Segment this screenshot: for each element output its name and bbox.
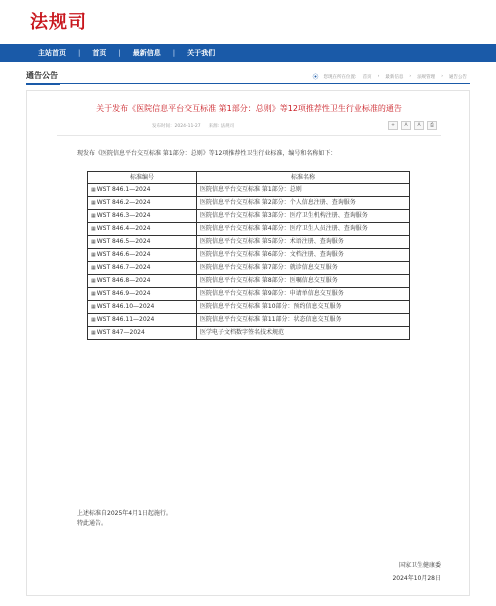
nav-item-about[interactable]: 关于我们: [187, 49, 216, 57]
article-meta: [152, 123, 234, 129]
font-decrease-button[interactable]: A: [414, 121, 424, 130]
standard-code[interactable]: WST 846.8—2024: [96, 277, 151, 284]
nav-item-latest[interactable]: 最新信息: [132, 49, 161, 57]
standard-code[interactable]: WST 846.2—2024: [96, 199, 151, 206]
standard-code[interactable]: WST 846.9—2024: [96, 290, 151, 297]
document-icon: ▦: [91, 265, 96, 271]
table-row: [88, 236, 410, 249]
document-icon: ▦: [91, 330, 96, 336]
article-panel: [26, 90, 470, 596]
standard-name: 医院信息平台交互标准 第9部分：申请单信息交互服务: [197, 288, 410, 301]
publish-date: 发布时间：2024-11-27: [152, 124, 201, 129]
standard-code[interactable]: WST 846.10—2024: [96, 303, 155, 310]
document-icon: ▦: [91, 304, 96, 310]
standard-name: 医院信息平台交互标准 第10部分：预约信息交互服务: [197, 301, 410, 314]
table-row: [88, 249, 410, 262]
standard-name: 医院信息平台交互标准 第8部分：医嘱信息交互服务: [197, 275, 410, 288]
table-row: [88, 197, 410, 210]
table-row: [88, 223, 410, 236]
font-size-button[interactable]: A: [401, 121, 411, 130]
section-header: [26, 70, 470, 84]
standard-name: 医院信息平台交互标准 第1部分：总则: [197, 184, 410, 197]
document-icon: ▦: [91, 226, 96, 232]
location-pin-icon: ⦿: [312, 74, 319, 81]
article-source: 来源: 法规司: [208, 124, 235, 129]
document-icon: ▦: [91, 200, 96, 206]
table-header-row: [88, 172, 410, 184]
article-intro: 现发布《医院信息平台交互标准 第1部分：总则》等12项推荐性卫生行业标准，编号和名称如下：: [77, 150, 337, 157]
nav-separator: |: [118, 49, 121, 57]
table-row: [88, 327, 410, 340]
standard-code-cell[interactable]: [88, 275, 197, 288]
table-row: [88, 210, 410, 223]
nav-separator: |: [78, 49, 81, 57]
document-icon: ▦: [91, 213, 96, 219]
signature-block: [392, 559, 441, 585]
section-title-underline: [26, 83, 60, 85]
standard-code[interactable]: WST 846.4—2024: [96, 225, 151, 232]
standard-code-cell[interactable]: [88, 223, 197, 236]
header-standard-code: 标准编号: [88, 172, 197, 184]
divider: [57, 135, 441, 136]
font-increase-button[interactable]: +: [388, 121, 398, 130]
nav-item-home-site[interactable]: 主站首页: [38, 49, 66, 57]
standard-code-cell[interactable]: [88, 197, 197, 210]
standard-name: 医院信息平台交互标准 第4部分：医疗卫生人员注册、查询服务: [197, 223, 410, 236]
document-icon: ▦: [91, 317, 96, 323]
standard-name: 医院信息平台交互标准 第5部分：术语注册、查询服务: [197, 236, 410, 249]
table-row: [88, 262, 410, 275]
document-icon: ▦: [91, 278, 96, 284]
standard-code-cell[interactable]: [88, 327, 197, 340]
table-row: [88, 288, 410, 301]
breadcrumb-chevron-icon: ›: [441, 74, 443, 79]
print-button[interactable]: [427, 121, 437, 130]
breadcrumb-latest[interactable]: 最新信息: [385, 74, 404, 80]
standard-code-cell[interactable]: [88, 184, 197, 197]
standards-table-body: [88, 184, 410, 340]
effective-date-text: 上述标准自2025年4月1日起施行。: [77, 510, 172, 517]
standard-name: 医学电子文档数字签名技术规范: [197, 327, 410, 340]
breadcrumb-regulation[interactable]: 法规管理: [417, 74, 436, 80]
header-standard-name: 标准名称: [197, 172, 410, 184]
standard-name: 医院信息平台交互标准 第6部分：文档注册、查询服务: [197, 249, 410, 262]
table-row: [88, 184, 410, 197]
table-row: [88, 301, 410, 314]
standard-code-cell[interactable]: [88, 262, 197, 275]
standard-code-cell[interactable]: [88, 314, 197, 327]
standard-code[interactable]: WST 846.3—2024: [96, 212, 151, 219]
document-icon: ▦: [91, 187, 96, 193]
breadcrumb-prefix: 您现在所在位置:: [323, 74, 357, 80]
article-title: 关于发布《医院信息平台交互标准 第1部分：总则》等12项推荐性卫生行业标准的通告: [96, 104, 402, 113]
standard-code-cell[interactable]: [88, 236, 197, 249]
table-row: [88, 275, 410, 288]
standard-code[interactable]: WST 846.11—2024: [96, 316, 155, 323]
site-logo[interactable]: 法规司: [30, 12, 87, 33]
document-icon: ▦: [91, 291, 96, 297]
section-title: 通告公告: [26, 71, 58, 80]
breadcrumb-chevron-icon: ›: [409, 74, 412, 79]
breadcrumb-home[interactable]: 首页: [362, 74, 372, 80]
document-icon: ▦: [91, 252, 96, 258]
standard-code[interactable]: WST 846.7—2024: [96, 264, 151, 271]
standard-name: 医院信息平台交互标准 第11部分：状态信息交互服务: [197, 314, 410, 327]
table-row: [88, 314, 410, 327]
main-nav: [0, 44, 496, 62]
standard-name: 医院信息平台交互标准 第3部分：医疗卫生机构注册、查询服务: [197, 210, 410, 223]
print-icon: ⎙: [430, 123, 434, 128]
standard-code-cell[interactable]: [88, 210, 197, 223]
closing-text: 特此通告。: [77, 520, 108, 527]
standard-code[interactable]: WST 846.5—2024: [96, 238, 151, 245]
document-icon: ▦: [91, 239, 96, 245]
standard-code-cell[interactable]: [88, 249, 197, 262]
standard-name: 医院信息平台交互标准 第2部分：个人信息注册、查询服务: [197, 197, 410, 210]
standard-code-cell[interactable]: [88, 301, 197, 314]
article-tools: [388, 121, 437, 130]
standards-table: [87, 171, 410, 340]
nav-separator: |: [172, 49, 176, 57]
nav-items: [26, 44, 227, 62]
breadcrumb-notice[interactable]: 通告公告: [449, 74, 467, 80]
breadcrumb: [313, 72, 470, 81]
standard-code[interactable]: WST 847—2024: [96, 329, 145, 336]
article-closing: [65, 509, 437, 529]
standard-code[interactable]: WST 846.1—2024: [96, 186, 151, 193]
standard-name: 医院信息平台交互标准 第7部分：就诊信息交互服务: [197, 262, 410, 275]
breadcrumb-chevron-icon: ›: [377, 74, 380, 79]
nav-item-home[interactable]: 首页: [92, 49, 107, 57]
issuer: 国家卫生健康委: [398, 562, 441, 569]
standard-code[interactable]: WST 846.6—2024: [96, 251, 151, 258]
standard-code-cell[interactable]: [88, 288, 197, 301]
issue-date: 2024年10月28日: [392, 575, 441, 582]
